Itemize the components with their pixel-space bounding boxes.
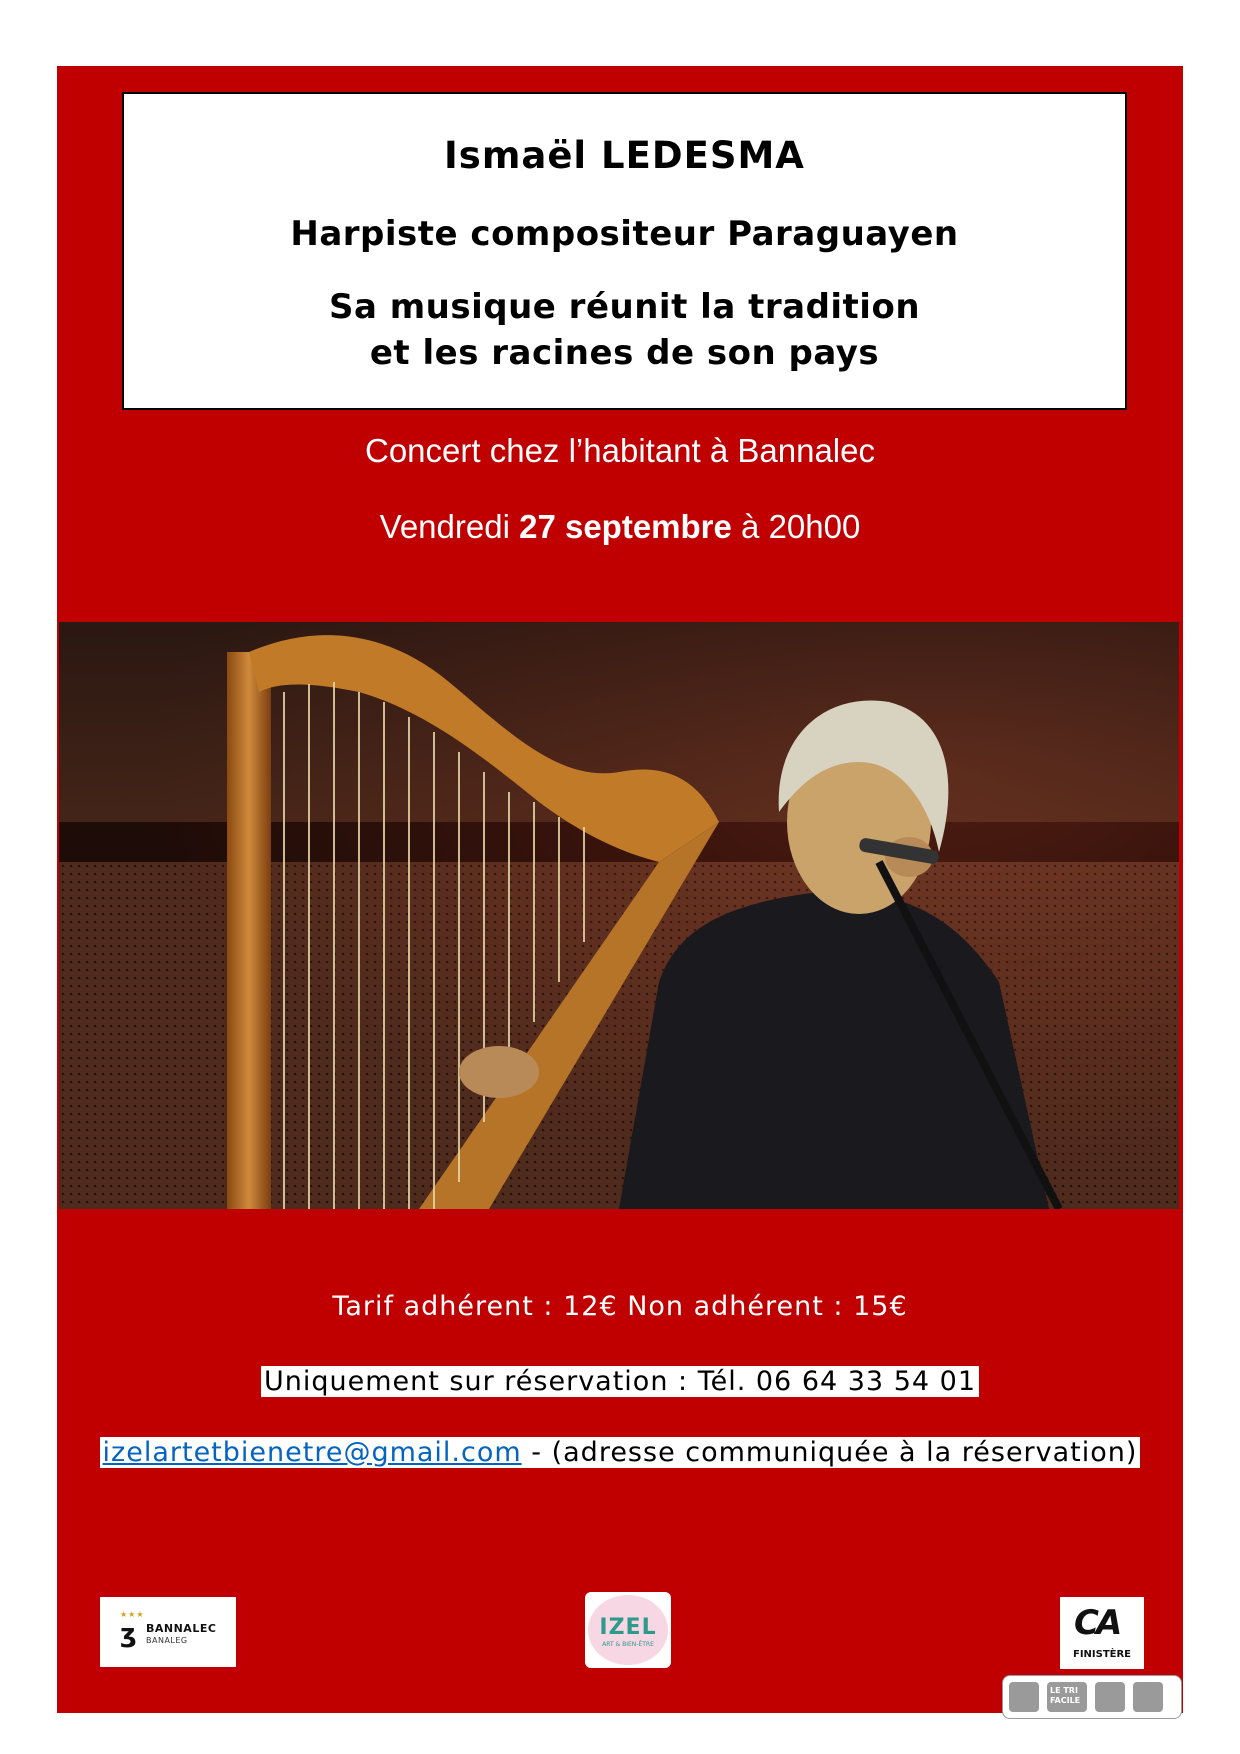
ca-sub: FINISTÈRE [1072, 1649, 1132, 1660]
concert-date [57, 508, 1183, 546]
credit-agricole-logo [1060, 1597, 1144, 1669]
bin-icon [1133, 1682, 1163, 1712]
izel-name: IZEL [599, 1615, 657, 1640]
recycle-person-icon [1009, 1682, 1039, 1712]
concert-location: Concert chez l’habitant à Bannalec [365, 432, 875, 469]
contact-line [57, 1437, 1183, 1468]
description-line-2: et les racines de son pays [369, 333, 880, 373]
tri-text: LE TRI FACILE [1047, 1682, 1087, 1712]
ca-mark: CA [1074, 1603, 1120, 1643]
bannalec-sub: BANALEG [146, 1636, 188, 1645]
artist-description [124, 284, 1125, 376]
harpist-photo [59, 622, 1179, 1209]
contact-wrap [100, 1437, 1141, 1468]
pricing: Tarif adhérent : 12€ Non adhérent : 15€ [332, 1291, 908, 1322]
bannalec-logo [100, 1597, 236, 1667]
bannalec-name: BANNALEC [146, 1622, 217, 1635]
date-suffix: à 20h00 [731, 508, 861, 545]
paper-icon [1095, 1682, 1125, 1712]
izel-sub: ART & BIEN-ÊTRE [602, 1641, 654, 1648]
stars-icon: ★★★ [120, 1610, 145, 1619]
artist-role: Harpiste compositeur Paraguayen [290, 214, 959, 254]
email-link[interactable]: izelartetbienetre@gmail.com [102, 1437, 522, 1468]
izel-logo [585, 1592, 671, 1668]
tri-facile-logo [1002, 1675, 1182, 1719]
reservation-text: Uniquement sur réservation : Tél. 06 64 33 54 01 [261, 1366, 979, 1397]
date-bold: 27 septembre [519, 508, 732, 545]
description-line-1: Sa musique réunit la tradition [328, 287, 921, 327]
artist-name: Ismaël LEDESMA [444, 134, 805, 177]
reservation-line [57, 1366, 1183, 1397]
contact-note: - (adresse communiquée à la réservation) [521, 1437, 1138, 1468]
bannalec-mark-icon: ʒ [120, 1619, 137, 1649]
date-prefix: Vendredi [379, 508, 520, 545]
title-box [122, 92, 1127, 410]
